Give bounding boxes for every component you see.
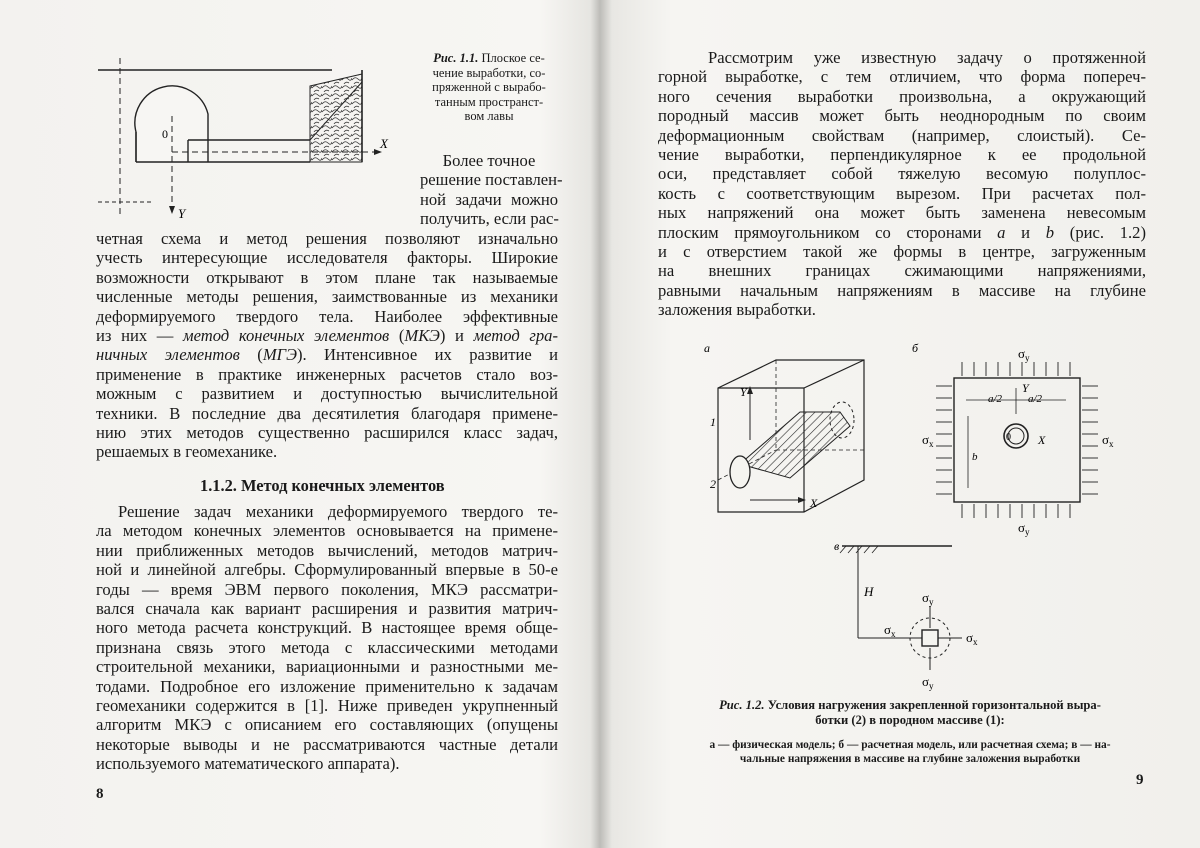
text-line: равными начальным напряжениям в массиве на глубине bbox=[658, 280, 1146, 300]
italic-term: метод гра- bbox=[473, 326, 558, 346]
text-line: породный массив может быть неоднородным по своим bbox=[658, 106, 1146, 126]
text-line: деформируемого твердого тела. Наиболее эффективные bbox=[96, 306, 558, 326]
text-run: плоским прямоугольником со сторонами bbox=[658, 222, 998, 242]
text-line: тодами. Подробное его изложение применительно к задачам bbox=[96, 676, 558, 696]
sigma-x-v-left: $\sigma_x$ bbox=[884, 622, 896, 639]
text-line-mixed bbox=[658, 223, 1146, 242]
italic-term: МКЭ bbox=[404, 326, 440, 346]
text-line: некоторые выводы и не рассматриваются частные детали bbox=[96, 734, 558, 754]
sigma-x-right: $\sigma_x$ bbox=[1102, 432, 1114, 449]
text-line: строительной механики, вариационными и разностными ме- bbox=[96, 657, 558, 677]
text-line: нию этих методов существенно расширился класс задач, bbox=[96, 423, 558, 443]
text-run: и bbox=[1005, 222, 1046, 242]
wrap-text bbox=[420, 151, 563, 229]
fig12-num-2: 2 bbox=[710, 477, 716, 491]
fig11-x-label: X bbox=[380, 136, 388, 151]
caption-label: Рис. 1.2. bbox=[719, 698, 765, 712]
text-line: кость с соответствующим вырезом. При расчетах пол- bbox=[658, 183, 1146, 203]
text-run: (рис. 1.2) bbox=[1054, 222, 1146, 242]
text-line: ной и линейной алгебры. Сформулированный впервые в 50-е bbox=[96, 560, 558, 580]
figure-1-1 bbox=[92, 52, 412, 232]
text-run: ). Интенсивное их развитие и bbox=[296, 345, 558, 365]
caption-line: танным пространст- bbox=[434, 94, 544, 109]
sigma-y-v-bottom: $\sigma_y$ bbox=[922, 674, 934, 691]
fig12-y-label-b: Y bbox=[1022, 381, 1029, 395]
text-line: решаемых в геомеханике. bbox=[96, 442, 278, 462]
section-heading: 1.1.2. Метод конечных элементов bbox=[200, 476, 445, 495]
sigma-y-top: $\sigma_y$ bbox=[1018, 346, 1030, 363]
caption-line: Плоское се- bbox=[481, 51, 545, 65]
text-line: оси, представляет собой тяжелую весомую полуплос- bbox=[658, 164, 1146, 184]
caption-label: Рис. 1.1. bbox=[433, 51, 479, 65]
text-line: на внешних границах сжимающими напряжениями, bbox=[658, 261, 1146, 281]
text-line: геомеханики содержится в [1]. Ниже приведен укрупненный bbox=[96, 696, 558, 716]
right-page bbox=[600, 0, 1200, 848]
text-line: четная схема и метод решения позволяют изначально bbox=[96, 229, 558, 248]
text-line: деформационным свойствам (например, слоистый). Се- bbox=[658, 125, 1146, 145]
fig12-num-1: 1 bbox=[710, 415, 716, 429]
italic-term: a bbox=[997, 222, 1006, 242]
text-run: ( bbox=[389, 326, 405, 346]
fig11-y-label: Y bbox=[178, 206, 186, 221]
italic-term: метод конечных элементов bbox=[183, 326, 390, 346]
italic-term: ничных элементов bbox=[96, 345, 240, 365]
text-line: учесть интересующие исследователя факторы. Широкие bbox=[96, 248, 558, 268]
dim-b: b bbox=[972, 451, 978, 463]
text-line: Рассмотрим уже известную задачу о протяженной bbox=[708, 48, 1146, 67]
fig12-x-label-a: X bbox=[810, 496, 818, 510]
computation-scheme bbox=[922, 346, 1114, 537]
figure-1-2 bbox=[700, 340, 1150, 700]
sigma-y-v-top: $\sigma_y$ bbox=[922, 590, 934, 607]
text-line: получить, если рас- bbox=[420, 209, 559, 229]
fig12-y-label-a: Y bbox=[740, 385, 747, 399]
text-line: возможности открывают в этом плане так называемые bbox=[96, 267, 558, 287]
caption-line: вом лавы bbox=[464, 109, 514, 124]
sigma-x-left: $\sigma_x$ bbox=[922, 432, 934, 449]
fig12-label-b: б bbox=[912, 341, 919, 355]
italic-term: МГЭ bbox=[262, 345, 297, 365]
text-line: численные методы решения, заимствованные из механики bbox=[96, 287, 558, 307]
legend-line: чальные напряжения в массиве на глубине заложения выработки bbox=[739, 753, 1081, 765]
text-line: чение выработки, перпендикулярное к ее продольной bbox=[658, 145, 1146, 165]
caption-line: Условия нагружения закрепленной горизонтальной выра- bbox=[767, 698, 1101, 712]
legend-line: а — физическая модель; б — расчетная модель, или расчетная схема; в — на- bbox=[709, 739, 1111, 751]
fig12-label-a: а bbox=[704, 341, 710, 355]
page-number-left: 8 bbox=[96, 786, 104, 802]
text-run: ) и bbox=[439, 326, 474, 346]
sigma-x-v-right: $\sigma_x$ bbox=[966, 630, 978, 647]
figure-1-2-caption bbox=[672, 698, 1148, 728]
text-line: признана связь этого метода с классическими методами bbox=[96, 637, 558, 657]
text-line: ла методом конечных элементов основывается на примене- bbox=[96, 521, 558, 541]
caption-line: пряженной с вырабо- bbox=[432, 80, 546, 95]
paragraph-2 bbox=[96, 502, 558, 774]
text-line: техники. В последние два десятилетия благодаря примене- bbox=[96, 403, 558, 423]
text-line: и с отверстием такой же формы в центре, загруженным bbox=[658, 242, 1146, 262]
text-line: Решение задач механики деформируемого твердого те- bbox=[118, 502, 558, 521]
physical-model bbox=[710, 360, 864, 512]
paragraph-right bbox=[658, 48, 1146, 320]
page-number-right: 9 bbox=[1136, 772, 1144, 788]
text-line: ной задачи можно bbox=[420, 189, 558, 209]
text-line-mixed bbox=[96, 345, 558, 364]
initial-stress-scheme bbox=[840, 546, 978, 691]
italic-term: b bbox=[1045, 222, 1055, 242]
sigma-y-bottom: $\sigma_y$ bbox=[1018, 520, 1030, 537]
dim-a-half-1: a/2 bbox=[988, 393, 1003, 405]
text-line: горной выработке, с тем отличием, что форма попереч- bbox=[658, 67, 1146, 87]
dim-a-half-2: a/2 bbox=[1028, 393, 1043, 405]
figure-1-2-legend bbox=[666, 738, 1154, 766]
caption-line: чение выработки, со- bbox=[432, 65, 546, 80]
text-line: используемого математического аппарата). bbox=[96, 754, 400, 774]
depth-H: H bbox=[864, 584, 874, 599]
fig11-origin-label: 0 bbox=[162, 127, 168, 141]
text-line: ного метода расчета конструкций. В настоящее время обще- bbox=[96, 618, 558, 638]
figure-1-1-caption bbox=[420, 51, 558, 124]
text-line: решение поставлен- bbox=[420, 170, 563, 190]
text-line: можным с развитием и доступностью вычислительной bbox=[96, 384, 558, 404]
text-run: ( bbox=[239, 345, 263, 365]
text-run: из них — bbox=[96, 326, 183, 346]
text-line: Более точное bbox=[442, 151, 536, 170]
text-line: заложения выработки. bbox=[658, 300, 816, 320]
caption-line: ботки (2) в породном массиве (1): bbox=[815, 713, 1005, 727]
fig12-x-label-b: X bbox=[1038, 433, 1046, 447]
text-line: нии приближенных методов вычислений, методов матрич- bbox=[96, 540, 558, 560]
text-line: вался сначала как вариант расширения и развития матрич- bbox=[96, 599, 558, 619]
text-line-mixed bbox=[96, 326, 558, 345]
text-line: ного сечения выработки произвольна, а окружающий bbox=[658, 86, 1146, 106]
fig12-label-v: в bbox=[834, 539, 840, 553]
fig12-origin-b: 0 bbox=[1006, 432, 1011, 443]
text-line: алгоритм МКЭ с описанием его составляющих (опущены bbox=[96, 715, 558, 735]
text-line: годы — время ЭВМ первого поколения, МКЭ рассматри- bbox=[96, 579, 558, 599]
text-line: ных напряжений она может быть заменена невесомым bbox=[658, 203, 1146, 223]
text-line: применение в практике инженерных расчетов стало воз- bbox=[96, 364, 558, 384]
paragraph-1 bbox=[96, 229, 558, 462]
